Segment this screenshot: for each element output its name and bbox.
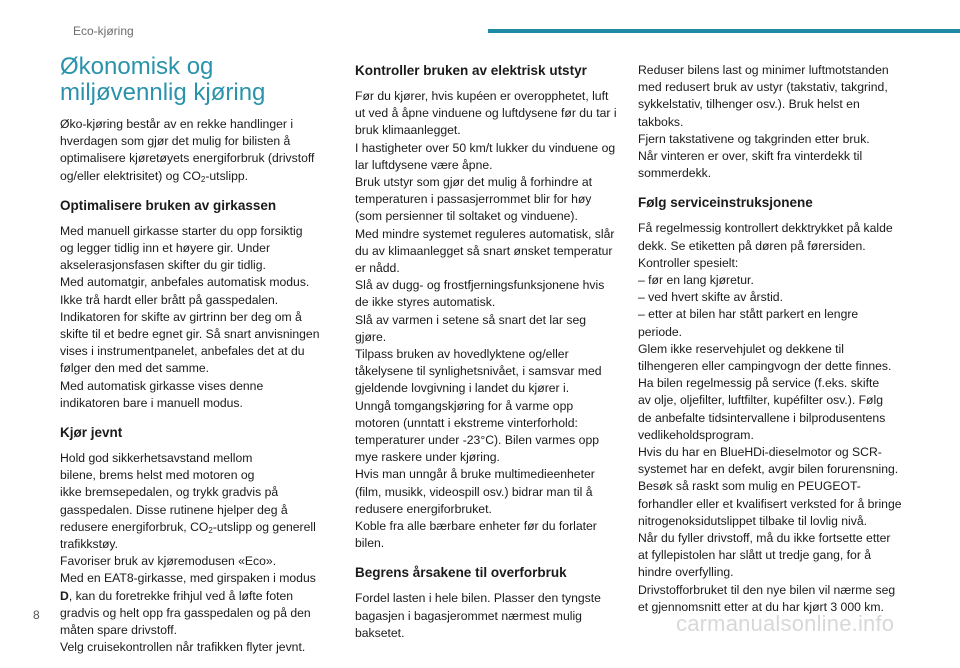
section-heading: Kontroller bruken av elektrisk utstyr [355,63,587,78]
line-text: og legger tidlig inn et høyere gir. Under [60,241,271,256]
line-text: Med en EAT8-girkasse, med girspaken i modus [60,571,316,586]
text-line [638,220,913,237]
text-line [60,360,336,377]
section [355,62,620,552]
text-line [638,114,913,131]
section [60,197,336,412]
line-text: Med automatisk girkasse vises denne [60,378,264,393]
text-line [355,449,620,466]
text-line [355,312,620,329]
line-text: følger den med det samme. [60,361,210,376]
line-text: Når du fyller drivstoff, må du ikke fortsette etter [638,531,891,546]
paragraph [638,62,913,182]
line-text: Med manuell girkasse starter du opp forsiktig [60,223,303,238]
line-text: Tilpass bruken av hovedlyktene og/eller [355,347,569,362]
paragraph [355,590,620,642]
text-line [355,226,620,243]
line-text: gasspedalen. Disse rutinene hjelper deg å [60,502,288,517]
line-text: Når vinteren er over, skift fra vinterdekk til [638,149,863,164]
line-text: Hold god sikkerhetsavstand mellom [60,451,253,466]
line-text: Med mindre systemet reguleres automatisk, slår [355,226,615,241]
text-line [355,608,620,625]
column-1 [60,54,336,668]
text-line [355,140,620,157]
text-line [638,410,913,427]
section-heading: Kjør jevnt [60,425,123,441]
line-text: gjeldende lovgivning i landet du kjører i. [355,381,570,396]
paragraph [60,223,336,412]
text-line [355,260,620,277]
line-text: temperaturen i passasjerrommet blir for høy [355,192,592,207]
text-line [60,450,336,467]
text-line [60,378,336,395]
text-line [638,427,913,444]
line-text: Bruk utstyr som gjør det mulig å forhindre at [355,175,593,190]
text-line [638,272,913,289]
line-text: vises i instrumentpanelet, anbefales det at du [60,344,305,359]
text-line [355,105,620,122]
line-text: Slå av varmen i setene så snart det lar seg [355,312,587,327]
line-text: bilen. [355,536,385,551]
line-text: bagasjen i bagasjerommet nærmest mulig [355,608,582,623]
line-text: bruk klimaanlegget. [355,123,461,138]
paragraph [638,220,913,616]
section [60,424,336,656]
line-text: (som persienner til soltaket og vinduene). [355,209,578,224]
line-text: mye raskere under kjøring. [355,450,500,465]
line-text: med redusert bruk av ustyr (takstativ, takgrind, [638,80,888,95]
line-text: skifte til et bedre egnet gir. Så snart anvisningen [60,327,320,342]
line-text: at fyllepistolen har slått ut tredje gang, for å [638,548,872,563]
text-line [60,502,336,519]
text-line [60,553,336,570]
line-text: Reduser bilens last og minimer luftmotstanden [638,63,889,77]
line-text: Ha bilen regelmessig på service (f.eks. skifte [638,376,880,391]
text-line [60,622,336,639]
text-line [355,484,620,501]
text-line [638,324,913,341]
text-line [355,415,620,432]
text-line [355,122,620,139]
text-line [638,496,913,513]
text-line [638,148,913,165]
line-text: et gjennomsnitt etter at du har kjørt 3 000 km. [638,599,884,614]
line-text: takboks. [638,114,684,129]
line-text: ut ved å åpne vinduene og luftdysene før du tar i [355,106,617,121]
text-line [638,375,913,392]
column-3 [638,62,913,628]
text-line [638,461,913,478]
line-text: lar luftdysene være åpne. [355,157,493,172]
line-text: Med automatgir, anbefales automatisk modus. [60,275,310,290]
text-line [60,274,336,291]
text-line [638,564,913,581]
line-text: av olje, oljefilter, luftfilter, kupéfilter osv.). Følg [638,393,883,408]
line-text: forhandler eller et kvalifisert verksted for å bringe [638,496,902,511]
line-text: tåkelysene til synlighetsnivået, i samsvar med [355,364,602,379]
text-line [60,257,336,274]
subscript: 2 [200,174,206,184]
line-text: indikatoren bare i manuell modus. [60,395,243,410]
line-text: Kontroller spesielt: [638,255,739,270]
line-text: gjøre. [355,329,387,344]
text-line [638,547,913,564]
title-line: Økonomisk og [60,53,214,80]
line-text: og/eller elektrisitet) og CO [60,168,201,183]
text-line [638,582,913,599]
section [638,194,913,616]
subscript: 2 [208,525,213,535]
text-line [60,223,336,240]
text-line [60,343,336,360]
line-text: Hvis man unngår å bruke multimedieenheter [355,467,595,482]
text-line [638,255,913,272]
line-text: vedlikeholdsprogram. [638,427,754,442]
line-text: Ikke trå hardt eller brått på gasspedalen. [60,292,279,307]
line-text: Slå av dugg- og frostfjerningsfunksjonene hvis [355,278,605,293]
line-text: måten spare drivstoff. [60,623,177,638]
text-line [638,238,913,255]
line-text: Drivstofforbruket til den nye bilen vil nærme seg [638,582,896,597]
line-text: redusere energiforbruk, CO [60,519,209,534]
text-line [355,277,620,294]
text-line [60,326,336,343]
line-text: temperaturer under -23°C). Bilen varmes opp [355,433,599,448]
text-line [355,466,620,483]
line-text: de anbefalte tidsintervallene i bilprodusentens [638,410,886,425]
line-text: redusere energiforbruket. [355,501,492,516]
section [638,62,913,182]
text-line [355,174,620,191]
line-text: bilene, brems helst med motoren og [60,468,255,483]
text-line [638,530,913,547]
line-text: Koble fra alle bærbare enheter før du forlater [355,519,597,534]
line-text: hindre overfylling. [638,565,734,580]
text-line [60,240,336,257]
bold-text: D [60,588,69,603]
text-line [60,168,336,185]
line-text: systemet har en defekt, avgir bilen forurensning. [638,462,899,477]
text-line [60,639,336,656]
text-line [355,208,620,225]
header-accent-bar [488,29,960,33]
text-line [355,88,620,105]
header-section-title: Eco-kjøring [73,24,134,38]
text-line [60,484,336,501]
column-3-body [638,62,913,616]
text-line [355,294,620,311]
line-text: – etter at bilen har stått parkert en lengre [638,307,859,322]
paragraph [60,450,336,656]
text-line [60,536,336,553]
line-text: akselerasjonsfasen skifter du gir tidlig. [60,258,266,273]
line-text: (film, musikk, videospill osv.) bidrar man til å [355,484,593,499]
section [60,116,336,185]
section-heading: Begrens årsakene til overforbruk [355,565,567,581]
text-line [638,62,913,79]
line-text-after: , kan du foretrekke frihjul ved å løfte foten [68,588,294,603]
page-title [60,54,336,106]
line-text: nitrogenoksidutslippet tilbake til lovlig nivå. [638,513,867,528]
line-text: optimalisere kjøretøyets energiforbruk (drivstoff [60,151,315,166]
text-line [638,79,913,96]
text-line [60,292,336,309]
text-line [60,467,336,484]
text-line [355,518,620,535]
line-text: Fordel lasten i hele bilen. Plasser den tyngste [355,591,601,606]
line-text: Besøk så raskt som mulig en PEUGEOT- [638,479,861,494]
column-1-body [60,116,336,656]
text-line [638,444,913,461]
text-line [638,358,913,375]
text-line [60,570,336,587]
text-line [355,590,620,607]
page-number: 8 [33,608,40,622]
line-text: – ved hvert skifte av årstid. [638,290,783,305]
text-line [355,191,620,208]
text-line [355,363,620,380]
line-text: er nådd. [355,261,400,276]
text-line [355,157,620,174]
line-text: motoren (unntatt i ekstreme vinterforhold: [355,415,578,430]
line-text: Øko-kjøring består av en rekke handlinger i [60,117,294,131]
text-line [355,243,620,260]
column-2-body [355,62,620,642]
line-text: de ikke styres automatisk. [355,295,496,310]
line-text: Unngå tomgangskjøring for å varme opp [355,398,574,413]
text-line [638,341,913,358]
text-line [60,519,336,536]
line-text: periode. [638,324,683,339]
line-text: hverdagen som gjør det mulig for bilisten å [60,134,291,149]
line-text: Velg cruisekontrollen når trafikken flyter jevnt. [60,640,306,655]
text-line [60,150,336,167]
line-text: sommerdekk. [638,166,712,181]
text-line [355,535,620,552]
text-line [355,380,620,397]
line-text: gradvis og helt opp fra gasspedalen og på den [60,605,311,620]
text-line [355,398,620,415]
line-text: Favoriser bruk av kjøremodusen «Eco». [60,554,277,569]
text-line [355,329,620,346]
text-line [355,432,620,449]
line-text: Før du kjører, hvis kupéen er overopphetet, luft [355,89,609,103]
section-heading: Optimalisere bruken av girkassen [60,197,277,213]
section-heading: Følg serviceinstruksjonene [638,195,813,211]
line-text: du av klimaanlegget så snart ønsket temperatur [355,243,613,258]
line-text: baksetet. [355,625,405,640]
text-line [638,306,913,323]
paragraph [355,88,620,552]
line-text: Indikatoren for skifte av girtrinn ber deg om å [60,309,302,324]
line-text: tilhengeren eller campingvogn der dette finnes. [638,359,892,374]
watermark: carmanualsonline.info [676,611,895,636]
text-line [60,588,336,605]
line-text: sykkelstativ, tilhenger osv.). Bruk helst en [638,97,860,112]
line-text: trafikkstøy. [60,537,119,552]
line-text: dekk. Se etiketten på døren på førersiden. [638,238,866,253]
text-line [638,392,913,409]
text-line [355,346,620,363]
text-line [638,289,913,306]
column-2 [355,62,620,654]
text-line [60,605,336,622]
text-line [355,501,620,518]
text-line [638,131,913,148]
text-line [60,133,336,150]
text-line [60,395,336,412]
line-text: Hvis du har en BlueHDi-dieselmotor og SCR- [638,445,882,460]
line-text: – før en lang kjøretur. [638,273,754,288]
text-line [60,116,336,133]
text-line [638,513,913,530]
title-line: miljøvennlig kjøring [60,79,266,106]
line-text: ikke bremsepedalen, og trykk gradvis på [60,485,279,500]
line-text: Fjern takstativene og takgrinden etter bruk. [638,131,870,146]
section [355,564,620,642]
line-text-after: -utslipp og generell [212,519,316,534]
paragraph [60,116,336,185]
text-line [638,165,913,182]
line-text: Glem ikke reservehjulet og dekkene til [638,341,844,356]
line-text-after: -utslipp. [205,168,249,183]
line-text: I hastigheter over 50 km/t lukker du vinduene og [355,140,616,155]
text-line [638,96,913,113]
text-line [638,478,913,495]
line-text: Få regelmessig kontrollert dekktrykket på kalde [638,221,893,236]
text-line [60,309,336,326]
